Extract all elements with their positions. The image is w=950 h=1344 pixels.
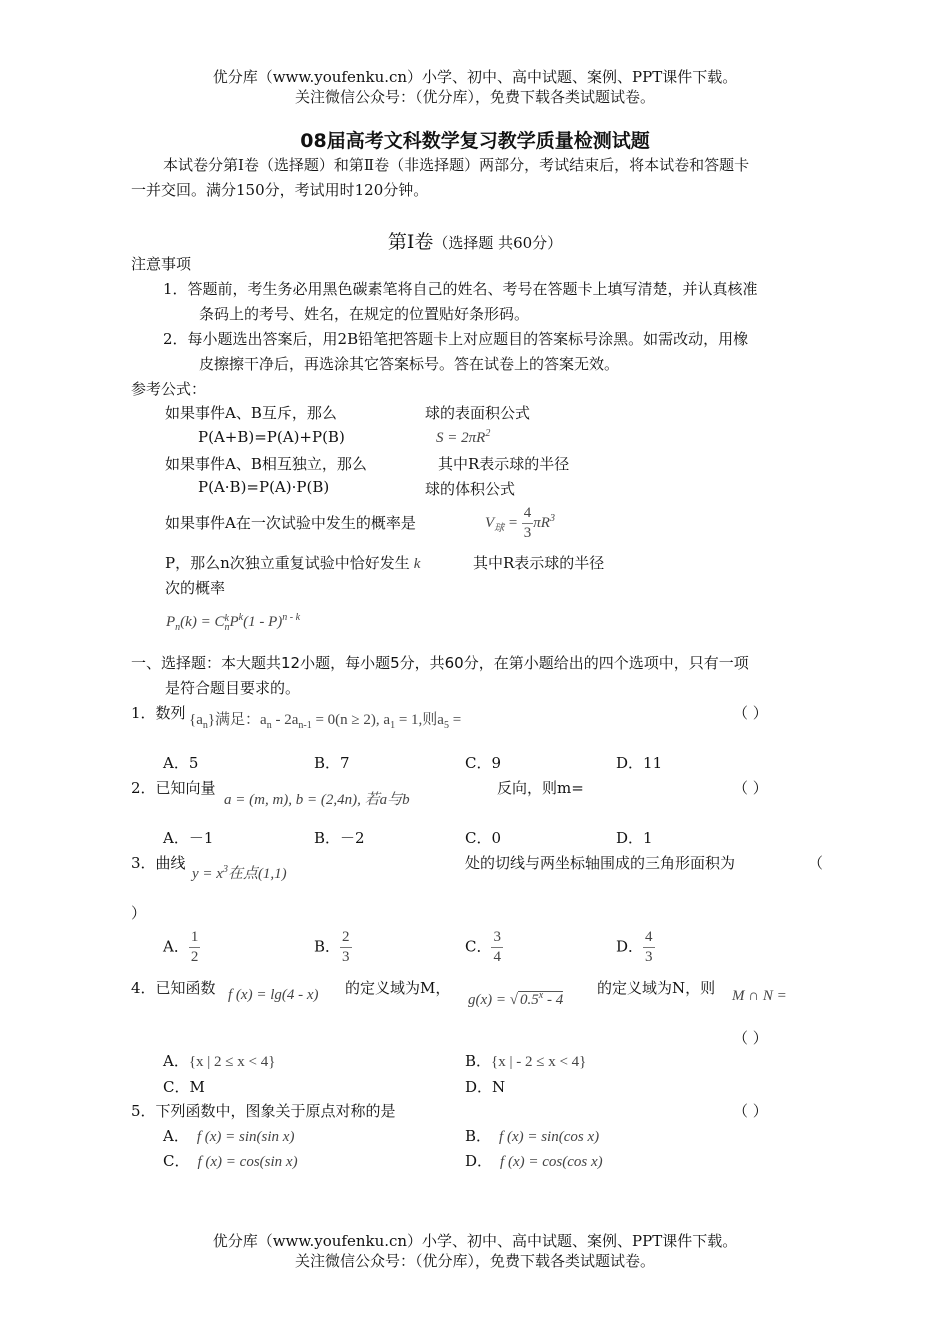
q3-option-b-label: B． (314, 937, 341, 956)
notice-heading: 注意事项 (131, 255, 192, 273)
header-line-2: 关注微信公众号：（优分库），免费下载各类试题试卷。 (294, 88, 655, 106)
q4-g-tail: - 4 (543, 992, 564, 1008)
formula-left-2: P(A+B)=P(A)+P(B) (198, 428, 345, 446)
q4-option-a-math: {x | 2 ≤ x < 4} (188, 1054, 276, 1070)
q2-formula: a = (m, m), b = (2,4n), 若a与b (224, 792, 410, 808)
q3-math-sup: 3 (222, 864, 228, 875)
formula-right-1: 球的表面积公式 (425, 404, 531, 422)
q5-option-c-math: f (x) = cos(sin x) (197, 1154, 298, 1170)
q3-c-den: 4 (493, 949, 501, 965)
q3-paren-close[interactable]: ） (131, 904, 147, 922)
q1-option-d[interactable]: D．11 (616, 754, 663, 772)
q4-g-exp: x (538, 990, 544, 1001)
formula-sphere-area-body: S = 2πR (436, 430, 486, 446)
q1-math-1: {a (189, 712, 203, 728)
sphere-volume-fraction (522, 504, 534, 543)
footer-line-2: 关注微信公众号：（优分库），免费下载各类试题试卷。 (294, 1252, 655, 1270)
sphere-volume-sub: 球 (494, 522, 505, 534)
formula-left-3: 如果事件A、B相互独立，那么 (165, 455, 367, 473)
q1-math-2-sub: n (266, 720, 272, 731)
sphere-volume-eq: = (507, 514, 519, 531)
q3-d-den: 3 (645, 949, 653, 965)
q4-g-base: 0.5 (520, 992, 539, 1008)
sphere-volume-tail: πR (533, 514, 550, 531)
q3-b-num: 2 (340, 928, 352, 948)
q4-option-b-math: {x | - 2 ≤ x < 4} (491, 1054, 587, 1070)
q2-answer-paren[interactable]: （ ） (733, 779, 768, 797)
q5-answer-paren[interactable]: （ ） (733, 1102, 768, 1120)
formula-sphere-area (436, 428, 490, 447)
footer-line-1: 优分库（www.youfenku.cn）小学、初中、高中试题、案例、PPT课件下载。 (212, 1232, 738, 1250)
q5-option-c[interactable] (163, 1150, 298, 1171)
formula-right-4: 球的体积公式 (425, 480, 516, 498)
q3-b-den: 3 (342, 949, 350, 965)
q4-option-b[interactable] (465, 1050, 586, 1071)
sphere-volume-den: 3 (523, 525, 532, 541)
q3-option-c-label: C． (465, 937, 492, 956)
q3-option-a[interactable] (163, 928, 200, 967)
section-heading (0, 227, 950, 254)
q3-a-den: 2 (190, 949, 199, 965)
binomial-tail: (1 - P) (243, 614, 283, 630)
q5-option-a-label: A． (163, 1127, 189, 1145)
q5-option-a[interactable] (163, 1125, 294, 1146)
q3-c-num: 3 (491, 928, 503, 948)
sphere-volume-v: V (485, 514, 495, 531)
part-a-line-1: 一、选择题：本大题共12小题，每小题5分，共60分，在第小题给出的四个选项中，只有一项 (131, 654, 749, 672)
q1-math-5: = 1,则a (395, 712, 444, 728)
q5-option-d-label: D． (465, 1152, 493, 1170)
formula-right-6: 其中R表示球的半径 (473, 554, 605, 572)
binomial-mid: (k) = C (180, 614, 225, 630)
q4-tail: 的定义域为N，则 (597, 979, 716, 997)
q3-math-2: 在点(1,1) (227, 866, 287, 882)
notice-item-1-line-1: 1．答题前，考生务必用黑色碳素笔将自己的姓名、考号在答题卡上填写清楚，并认真核准 (163, 280, 758, 298)
q1-math-2: }满足：a (207, 712, 267, 728)
section-heading-main: 第Ⅰ卷 (387, 231, 434, 253)
q2-option-c[interactable]: C．0 (465, 829, 502, 847)
q1-option-c[interactable]: C．9 (465, 754, 502, 772)
page-title: 08届高考文科数学复习教学质量检测试题 (300, 130, 650, 152)
q5-option-d[interactable] (465, 1150, 603, 1171)
sphere-volume-num: 4 (522, 504, 534, 524)
formula-left-4: P(A·B)=P(A)·P(B) (198, 478, 330, 496)
q3-math-1: y = x (192, 866, 223, 882)
q3-stem: 3．曲线 (131, 854, 186, 872)
binomial-exp: n - k (282, 612, 301, 623)
q1-math-3-sub: n-1 (298, 720, 312, 731)
formula-left-6-text: P，那么n次独立重复试验中恰好发生 (165, 554, 410, 572)
part-a-line-2: 是符合题目要求的。 (165, 679, 301, 697)
q2-option-d[interactable]: D．1 (616, 829, 653, 847)
formulas-heading: 参考公式： (131, 380, 207, 398)
binomial-p: P (166, 614, 176, 630)
q4-option-a-label: A． (163, 1052, 189, 1070)
q3-d-num: 4 (643, 928, 655, 948)
binomial-n: n (175, 622, 181, 633)
q5-option-b-math: f (x) = sin(cos x) (499, 1129, 600, 1145)
q1-answer-paren[interactable]: （ ） (733, 704, 768, 722)
q3-option-d-frac (643, 928, 655, 967)
intro-line-2: 一并交回。满分150分，考试用时120分钟。 (131, 181, 429, 199)
q4-g-sqrt (518, 991, 563, 1008)
q2-option-b[interactable]: B．－2 (314, 829, 365, 847)
formula-sphere-volume (485, 504, 555, 543)
section-heading-sub: （选择题 共60分） (433, 234, 563, 252)
formula-sphere-area-exp: 2 (485, 428, 491, 439)
q5-stem: 5．下列函数中，图象关于原点对称的是 (131, 1102, 396, 1120)
q1-formula (189, 708, 461, 731)
q1-math-4-sub: 1 (390, 720, 396, 731)
q3-formula (192, 862, 287, 883)
q3-option-a-label: A． (163, 937, 189, 956)
q4-option-c[interactable]: C．M (163, 1078, 205, 1096)
q1-option-a[interactable]: A．5 (163, 754, 199, 772)
q2-stem: 2．已知向量 (131, 779, 216, 797)
q3-a-num: 1 (189, 928, 201, 948)
binomial-p2: P (229, 614, 239, 630)
notice-item-1-line-2: 条码上的考号、姓名，在规定的位置贴好条形码。 (199, 305, 530, 323)
q1-option-b[interactable]: B．7 (314, 754, 350, 772)
q1-stem: 1．数列 (131, 704, 186, 722)
q4-f-formula: f (x) = lg(4 - x) (228, 987, 319, 1003)
formula-right-3: 其中R表示球的半径 (438, 455, 570, 473)
notice-item-2-line-1: 2．每小题选出答案后，用2B铅笔把答题卡上对应题目的答案标号涂黑。如需改动，用橡 (163, 330, 749, 348)
q3-option-c-frac (491, 928, 503, 967)
q5-option-b-label: B． (465, 1127, 492, 1145)
formula-left-6-k: k (413, 556, 421, 572)
intro-line-1: 本试卷分第Ⅰ卷（选择题）和第Ⅱ卷（非选择题）两部分，考试结束后，将本试卷和答题卡 (163, 156, 750, 174)
q3-option-b[interactable] (314, 928, 352, 967)
q2-option-a[interactable]: A．－1 (163, 829, 214, 847)
q5-option-c-label: C． (163, 1152, 190, 1170)
q4-stem: 4．已知函数 (131, 979, 216, 997)
q3-paren-open[interactable]: （ (808, 854, 824, 872)
q4-g-formula: g(x) = √ 0.5$^x$ - 4 (468, 990, 564, 1008)
binomial-k: k (238, 612, 244, 623)
q1-math-1-sub: n (202, 720, 208, 731)
q2-tail: 反向，则m= (497, 779, 584, 797)
notice-item-2-line-2: 皮擦擦干净后，再选涂其它答案标号。答在试卷上的答案无效。 (199, 355, 620, 373)
q3-option-b-frac (340, 928, 352, 967)
q5-option-b[interactable] (465, 1125, 599, 1146)
q4-option-b-label: B． (465, 1052, 492, 1070)
header-line-1: 优分库（www.youfenku.cn）小学、初中、高中试题、案例、PPT课件下载。 (212, 68, 738, 86)
q1-math-3: - 2a (271, 712, 299, 728)
q3-option-c[interactable] (465, 928, 503, 967)
formula-left-6 (165, 552, 420, 573)
q4-mn: M ∩ N = (732, 988, 787, 1004)
q4-option-a[interactable] (163, 1050, 275, 1071)
q4-g-head: g(x) = (468, 992, 510, 1008)
q3-option-a-frac (189, 928, 201, 967)
q4-answer-paren[interactable]: （ ） (733, 1029, 768, 1047)
q3-tail: 处的切线与两坐标轴围成的三角形面积为 (465, 854, 736, 872)
formula-left-5: 如果事件A在一次试验中发生的概率是 (165, 514, 416, 532)
q5-option-d-math: f (x) = cos(cos x) (500, 1154, 603, 1170)
q1-math-5-sub: 5 (443, 720, 449, 731)
binomial-c-sub: n (224, 621, 230, 633)
q1-math-4: = 0(n ≥ 2), a (311, 712, 391, 728)
sphere-volume-exp: 3 (549, 512, 555, 524)
formula-binomial (166, 612, 300, 633)
q3-option-d[interactable] (616, 928, 655, 967)
binomial-c-sup: k (224, 612, 229, 624)
formula-left-1: 如果事件A、B互斥，那么 (165, 404, 337, 422)
formula-left-7: 次的概率 (165, 579, 226, 597)
q4-mid: 的定义域为M， (345, 979, 451, 997)
q3-option-d-label: D． (616, 937, 644, 956)
q1-math-6: = (448, 712, 462, 728)
q5-option-a-math: f (x) = sin(sin x) (196, 1129, 295, 1145)
q4-option-d[interactable]: D．N (465, 1078, 506, 1096)
